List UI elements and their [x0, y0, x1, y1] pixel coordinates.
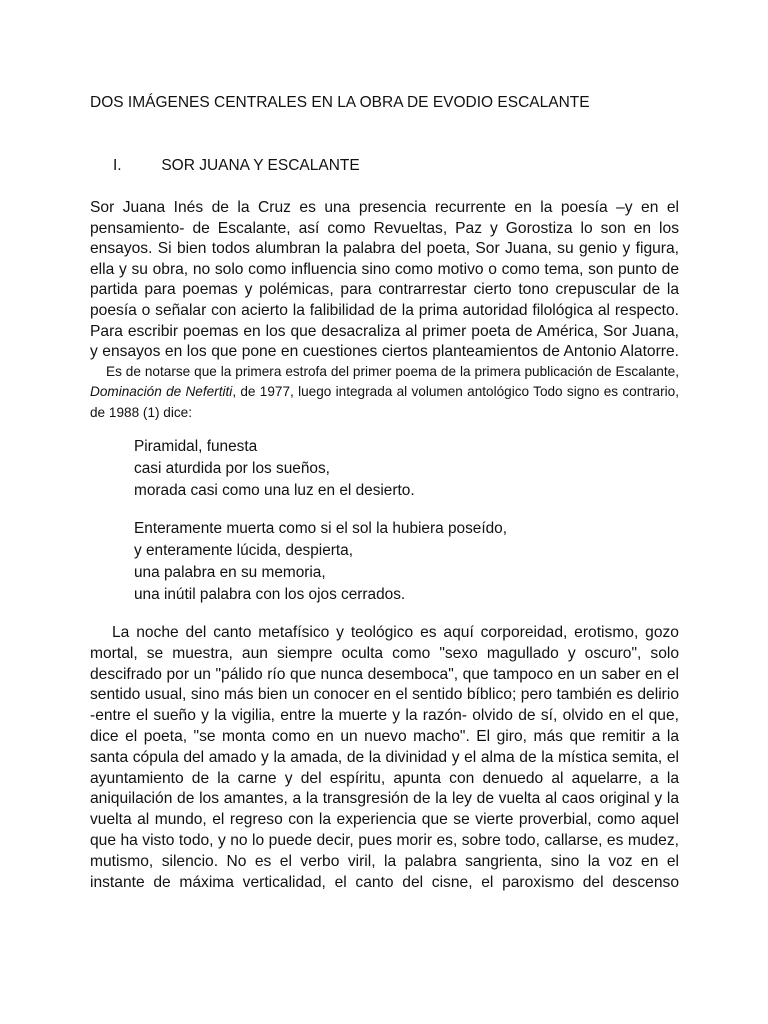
verse-line: una inútil palabra con los ojos cerrados. [134, 586, 406, 603]
section-title: SOR JUANA Y ESCALANTE [161, 157, 360, 174]
paragraph-intro: Sor Juana Inés de la Cruz es una presencia recurrente en la poesía –y en el pensamiento- de Escalante, así como Revueltas, Paz y Gorostiza lo son en los ensayos. Si bien todos alumbran la palabra del poeta, Sor Juana, su genio y figura, ella y su obra, no solo como influencia sino como motivo o como tema, son punto de partida para poemas y polémicas, para contrarrestar cierto tono crepuscular de la poesía o señalar con acierto la falibilidad de la prima autoridad filológica al respecto. Para escribir poemas en los que desacraliza al primer poeta de América, Sor Juana, y ensayos en los que pone en cuestiones ciertos planteamientos de Antonio Alatorre. [90, 199, 679, 361]
verse-line: una palabra en su memoria, [134, 564, 326, 581]
document-title: DOS IMÁGENES CENTRALES EN LA OBRA DE EVODIO ESCALANTE [90, 94, 590, 111]
verse-line: y enteramente lúcida, despierta, [134, 542, 354, 559]
paragraph-note-indent [90, 364, 106, 379]
paragraph-note-text-before: Es de notarse que la primera estrofa del primer poema de la primera publicación de Escalante, [106, 364, 679, 379]
paragraph-analysis: La noche del canto metafísico y teológico es aquí corporeidad, erotismo, gozo mortal, se muestra, aun siempre oculta como "sexo magullado y oscuro", solo descifrado por un "pálido río que nunca desemboca", que tampoco en un saber en el sentido usual, sino más bien un conocer en el sentido bíblico; pero también es delirio -entre el sueño y la vigilia, entre la muerte y la razón- olvido de sí, olvido en el que, dice el poeta, "se monta como en un nuevo macho". El giro, más que remitir a la santa cópula del amado y la amada, de la divinidad y el alma de la mística semita, el ayuntamiento de la carne y del espíritu, apunta con denuedo al aquelarre, a la aniquilación de los amantes, a la transgresión de la ley de vuelta al caos original y la vuelta al mundo, el regreso con la experiencia que se vierte proverbial, como aquel que ha visto todo, y no lo puede decir, pues morir es, sobre todo, callarse, es mudez, mutismo, silencio. No es el verbo viril, la palabra sangrienta, sino la voz en el instante de máxima verticalidad, el canto del cisne, el paroxismo del descenso [90, 624, 679, 891]
section-heading [113, 157, 360, 175]
verse-stanza-2 [134, 518, 507, 606]
verse-line: Piramidal, funesta [134, 438, 258, 455]
verse-stanza-1 [134, 436, 415, 502]
verse-line: morada casi como una luz en el desierto. [134, 482, 415, 499]
verse-line: Enteramente muerta como si el sol la hubiera poseído, [134, 520, 507, 537]
paragraph-note [90, 362, 679, 423]
verse-line: casi aturdida por los sueños, [134, 460, 330, 477]
section-number: I. [113, 157, 122, 174]
paragraph-note-text-after: , de 1977, luego integrada al volumen antológico Todo signo es contrario, de 1988 (1) dice: [90, 384, 679, 420]
work-title: Dominación de Nefertiti [90, 384, 233, 400]
